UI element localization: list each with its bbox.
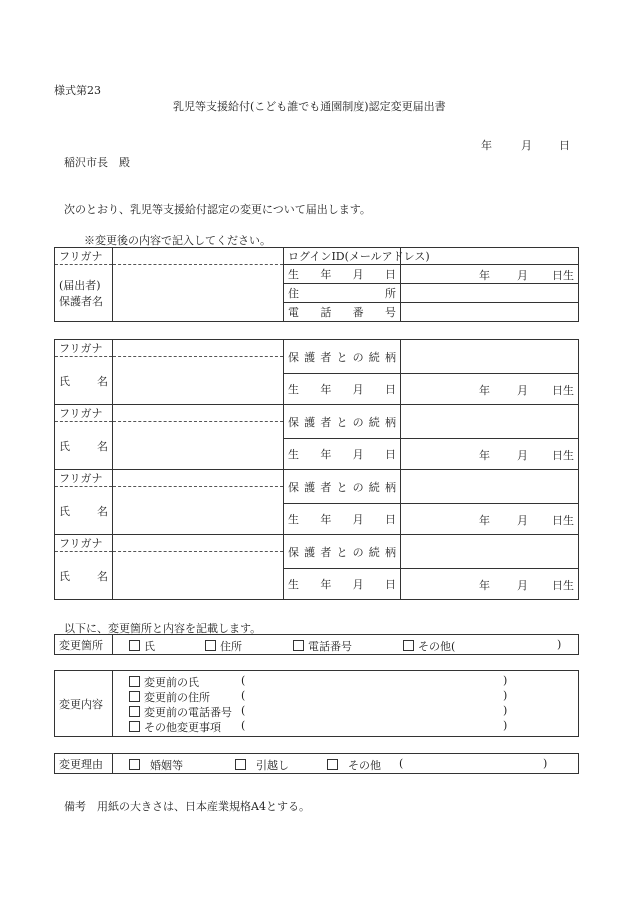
form-title: 乳児等支援給付(こども誰でも通園制度)認定変更届出書: [173, 100, 446, 113]
item-label: その他変更事項: [144, 720, 221, 734]
char: 名: [97, 504, 108, 518]
char: と: [336, 415, 348, 429]
char: 続: [368, 350, 380, 364]
child-name-label: [55, 552, 113, 600]
char: 名: [97, 439, 108, 453]
char: 日: [384, 448, 396, 461]
child-name-field[interactable]: [113, 552, 284, 600]
char: 氏: [59, 374, 70, 388]
item-label: 変更前の電話番号: [144, 705, 232, 719]
child-relation-field[interactable]: [401, 535, 579, 569]
option-other[interactable]: [403, 638, 455, 654]
paren-close: ): [503, 703, 508, 717]
char: 日: [384, 513, 396, 526]
birth-day-unit: 日生: [552, 579, 574, 592]
char: 日: [384, 268, 396, 281]
child-name-field[interactable]: [113, 357, 284, 405]
char: 年: [320, 513, 332, 526]
char: 氏: [59, 504, 70, 518]
child-relation-label: [284, 470, 401, 504]
child-furigana-field[interactable]: [113, 340, 284, 357]
applicant-birth-field[interactable]: [401, 265, 579, 284]
child-relation-field[interactable]: [401, 405, 579, 439]
change-reason-label: 変更理由: [55, 754, 113, 774]
checkbox[interactable]: [129, 721, 140, 732]
char: 者: [320, 480, 332, 494]
child-birth-label: [284, 374, 401, 405]
child-relation-field[interactable]: [401, 470, 579, 504]
char: 保: [288, 415, 299, 429]
char: 生: [288, 513, 299, 526]
char: 年: [320, 268, 332, 281]
reason-marriage[interactable]: [129, 757, 183, 773]
paren-open: (: [399, 756, 404, 770]
char: 月: [352, 513, 364, 526]
char: 月: [352, 268, 364, 281]
change-reason-table: [54, 753, 579, 774]
char: 年: [320, 383, 332, 396]
checkbox[interactable]: [129, 676, 140, 687]
birth-month-unit: 月: [517, 384, 528, 397]
paren-open: (: [241, 703, 246, 717]
child-furigana-label: フリガナ: [55, 340, 113, 357]
applicant-name-field[interactable]: [113, 265, 284, 322]
birth-day-unit: 日生: [552, 449, 574, 462]
char: 続: [368, 545, 380, 559]
char: と: [336, 480, 348, 494]
char: 柄: [384, 480, 396, 494]
child-birth-label: [284, 439, 401, 470]
applicant-furigana-field[interactable]: [113, 248, 284, 265]
char: 氏: [59, 569, 70, 583]
content-item[interactable]: [129, 674, 199, 690]
date-year-unit: 年: [481, 139, 492, 152]
note-text: ※変更後の内容で記入してください。: [84, 234, 271, 247]
paren-open: (: [241, 718, 246, 732]
char: 電: [288, 306, 299, 319]
item-label: 変更前の住所: [144, 690, 210, 704]
char: 日: [384, 578, 396, 591]
date-day-unit: 日: [559, 139, 570, 152]
applicant-birth-label: [284, 265, 401, 284]
item-label: 変更前の氏: [144, 675, 199, 689]
char: の: [352, 545, 364, 559]
applicant-furigana-label: フリガナ: [55, 248, 113, 265]
birth-year-unit: 年: [479, 514, 490, 527]
change-content-label: 変更内容: [55, 671, 113, 737]
char: 年: [320, 448, 332, 461]
change-location-label: 変更箇所: [55, 635, 113, 655]
child-relation-label: [284, 535, 401, 569]
char: 保: [288, 545, 299, 559]
child-furigana-field[interactable]: [113, 535, 284, 552]
birth-day-unit: 日生: [552, 514, 574, 527]
char: 氏: [59, 439, 70, 453]
change-content-items: [113, 671, 579, 737]
char: 年: [320, 578, 332, 591]
char: 生: [288, 268, 299, 281]
applicant-phone-label: [284, 303, 401, 322]
char: 日: [384, 383, 396, 396]
child-birth-label: [284, 569, 401, 600]
applicant-address-label: [284, 284, 401, 303]
checkbox[interactable]: [235, 759, 246, 770]
change-reason-options: [113, 754, 579, 774]
char: 名: [97, 569, 108, 583]
char: 保: [288, 480, 299, 494]
paren-close: ): [503, 673, 508, 687]
option-surname[interactable]: [129, 638, 155, 654]
child-relation-label: [284, 405, 401, 439]
char: 号: [384, 306, 396, 319]
checkbox[interactable]: [129, 706, 140, 717]
char: 者: [320, 350, 332, 364]
content-item[interactable]: [129, 689, 210, 705]
form-number: 様式第23: [54, 84, 101, 97]
paren-open: (: [241, 688, 246, 702]
checkbox[interactable]: [403, 640, 414, 651]
child-furigana-field[interactable]: [113, 405, 284, 422]
char: 月: [352, 383, 364, 396]
applicant-name-label: [55, 265, 113, 322]
birth-month-unit: 月: [517, 449, 528, 462]
option-label: 電話番号: [308, 639, 352, 653]
option-label: その他: [348, 758, 381, 772]
option-label: 氏: [144, 639, 155, 653]
child-birth-field[interactable]: [401, 439, 579, 470]
child-birth-field[interactable]: [401, 374, 579, 405]
child-relation-label: [284, 340, 401, 374]
char: 続: [368, 415, 380, 429]
char: 話: [320, 306, 332, 319]
option-label: 住所: [220, 639, 242, 653]
child-furigana-label: フリガナ: [55, 470, 113, 487]
login-id-label: ログインID(メールアドレス): [284, 248, 401, 265]
birth-day-unit: 日生: [552, 269, 574, 282]
addressee: 稲沢市長 殿: [64, 156, 130, 169]
child-furigana-label: フリガナ: [55, 535, 113, 552]
remarks: 備考 用紙の大きさは、日本産業規格A4とする。: [64, 800, 310, 813]
child-row-furigana: [55, 405, 579, 422]
checkbox[interactable]: [129, 640, 140, 651]
birth-year-unit: 年: [479, 269, 490, 282]
child-birth-label: [284, 504, 401, 535]
char: 柄: [384, 545, 396, 559]
change-intro: 以下に、変更箇所と内容を記載します。: [64, 622, 262, 635]
child-row-furigana: [55, 535, 579, 552]
checkbox[interactable]: [129, 691, 140, 702]
char: 者: [320, 415, 332, 429]
option-phone[interactable]: [293, 638, 352, 654]
change-location-options: [113, 635, 579, 655]
birth-year-unit: 年: [479, 384, 490, 397]
char: と: [336, 545, 348, 559]
char: 護: [304, 415, 316, 429]
paren-close: ): [503, 718, 508, 732]
paren-close: ): [543, 756, 548, 770]
child-name-label: [55, 357, 113, 405]
char: 生: [288, 578, 299, 591]
char: 番: [352, 306, 364, 319]
child-birth-field[interactable]: [401, 569, 579, 600]
char: 護: [304, 350, 316, 364]
child-name-field[interactable]: [113, 422, 284, 470]
checkbox[interactable]: [293, 640, 304, 651]
child-birth-field[interactable]: [401, 504, 579, 535]
char: 者: [320, 545, 332, 559]
change-content-table: [54, 670, 579, 737]
option-label: 婚姻等: [150, 758, 183, 772]
child-row-furigana: [55, 470, 579, 487]
char: と: [336, 350, 348, 364]
intro-text: 次のとおり、乳児等支援給付認定の変更について届出します。: [64, 203, 371, 216]
children-table: [54, 339, 579, 600]
birth-year-unit: 年: [479, 579, 490, 592]
char: 生: [288, 383, 299, 396]
option-label: 引越し: [256, 758, 289, 772]
char: の: [352, 480, 364, 494]
checkbox[interactable]: [205, 640, 216, 651]
applicant-label-line1: (届出者): [59, 279, 101, 292]
child-furigana-label: フリガナ: [55, 405, 113, 422]
birth-year-unit: 年: [479, 449, 490, 462]
char: 柄: [384, 350, 396, 364]
applicant-phone-field[interactable]: [401, 303, 579, 322]
char: 護: [304, 545, 316, 559]
birth-month-unit: 月: [517, 269, 528, 282]
change-location-table: [54, 634, 579, 655]
reason-moving[interactable]: [235, 757, 289, 773]
char: 名: [97, 374, 108, 388]
child-name-label: [55, 422, 113, 470]
birth-day-unit: 日生: [552, 384, 574, 397]
paren-close: ): [503, 688, 508, 702]
child-row-furigana: [55, 340, 579, 357]
applicant-label-line2: 保護者名: [59, 295, 103, 308]
child-name-label: [55, 487, 113, 535]
char: 月: [352, 448, 364, 461]
char: 生: [288, 448, 299, 461]
content-item[interactable]: [129, 704, 232, 720]
birth-month-unit: 月: [517, 514, 528, 527]
option-label: その他(: [418, 639, 456, 653]
char: 所: [385, 287, 396, 300]
option-address[interactable]: [205, 638, 242, 654]
checkbox[interactable]: [327, 759, 338, 770]
applicant-table: [54, 247, 579, 322]
applicant-address-field[interactable]: [401, 284, 579, 303]
reason-other[interactable]: [327, 757, 381, 773]
option-other-close: ): [557, 637, 562, 651]
char: 月: [352, 578, 364, 591]
char: 護: [304, 480, 316, 494]
date-month-unit: 月: [521, 139, 532, 152]
birth-month-unit: 月: [517, 579, 528, 592]
char: の: [352, 350, 364, 364]
child-furigana-field[interactable]: [113, 470, 284, 487]
char: 続: [368, 480, 380, 494]
char: 保: [288, 350, 299, 364]
char: 柄: [384, 415, 396, 429]
child-relation-field[interactable]: [401, 340, 579, 374]
char: 住: [288, 287, 299, 300]
paren-open: (: [241, 673, 246, 687]
char: の: [352, 415, 364, 429]
child-name-field[interactable]: [113, 487, 284, 535]
content-item[interactable]: [129, 719, 221, 735]
checkbox[interactable]: [129, 759, 140, 770]
